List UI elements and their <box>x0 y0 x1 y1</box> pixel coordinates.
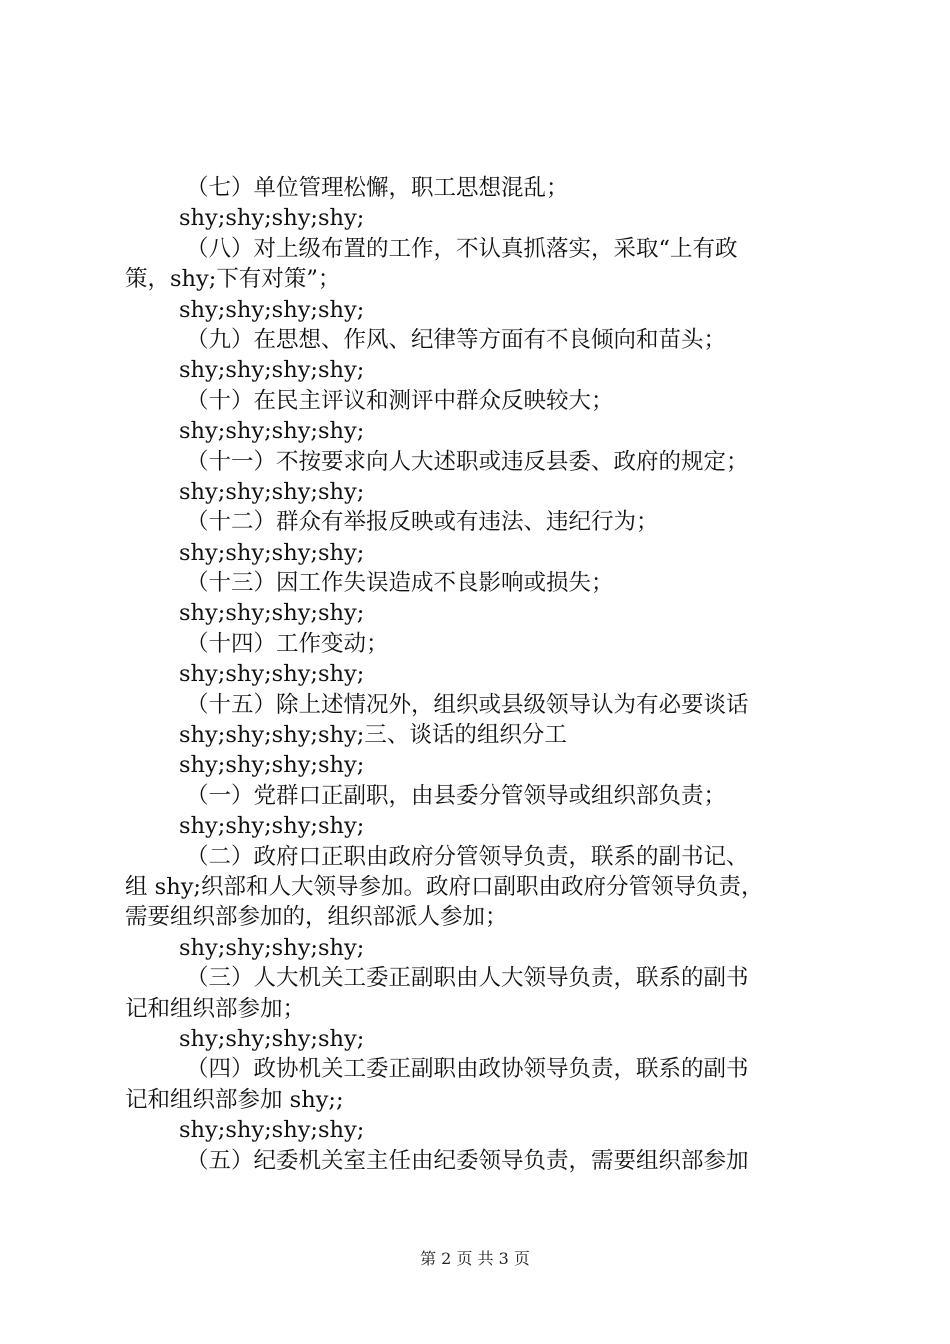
text-line: （一）党群口正副职，由县委分管领导或组织部负责； <box>186 782 727 809</box>
text-line: 记和组织部参加； <box>125 995 306 1022</box>
text-line: （十三）因工作失误造成不良影响或损失； <box>186 570 614 597</box>
document-body <box>125 173 835 1176</box>
text-line: （十）在民主评议和测评中群众反映较大； <box>186 387 614 414</box>
text-line: shy;shy;shy;shy; <box>179 752 365 779</box>
text-line: 需要组织部参加的，组织部派人参加； <box>125 904 508 931</box>
text-line: shy;shy;shy;shy; <box>179 661 365 688</box>
text-line: （三）人大机关工委正副职由人大领导负责，联系的副书 <box>186 965 749 992</box>
text-line: （五）纪委机关室主任由纪委领导负责，需要组织部参加 <box>186 1147 749 1174</box>
text-line: （二）政府口正职由政府分管领导负责，联系的副书记、 <box>186 843 749 870</box>
text-line: 组 shy;织部和人大领导参加。政府口副职由政府分管领导负责， <box>125 873 764 900</box>
text-line: shy;shy;shy;shy; <box>179 205 365 232</box>
text-line: shy;shy;shy;shy; <box>179 600 365 627</box>
text-line: shy;shy;shy;shy; <box>179 296 365 323</box>
text-line: （八）对上级布置的工作，不认真抓落实，采取“上有政 <box>186 235 738 262</box>
text-line: （十五）除上述情况外，组织或县级领导认为有必要谈话 <box>186 691 749 718</box>
text-line: （九）在思想、作风、纪律等方面有不良倾向和苗头； <box>186 326 727 353</box>
text-line: （十一）不按要求向人大述职或违反县委、政府的规定； <box>186 448 749 475</box>
text-line: shy;shy;shy;shy; <box>179 539 365 566</box>
text-line: shy;shy;shy;shy; <box>179 1117 365 1144</box>
text-line: （七）单位管理松懈，职工思想混乱； <box>186 175 569 201</box>
text-line: shy;shy;shy;shy; <box>179 357 365 384</box>
text-line: （四）政协机关工委正副职由政协领导负责，联系的副书 <box>186 1056 749 1083</box>
text-line: shy;shy;shy;shy; <box>179 813 365 840</box>
text-line: （十四）工作变动； <box>186 630 389 657</box>
text-line: shy;shy;shy;shy; <box>179 418 365 445</box>
text-line: （十二）群众有举报反映或有违法、违纪行为； <box>186 509 659 536</box>
text-line: 策，shy;下有对策”； <box>125 266 341 293</box>
text-line: 记和组织部参加 shy;; <box>125 1086 344 1113</box>
text-line: shy;shy;shy;shy; <box>179 478 365 505</box>
text-line: shy;shy;shy;shy; <box>179 1025 365 1052</box>
text-line: shy;shy;shy;shy;三、谈话的组织分工 <box>179 722 567 749</box>
page-footer: 第 2 页 共 3 页 <box>420 1249 530 1268</box>
text-line: shy;shy;shy;shy; <box>179 934 365 961</box>
